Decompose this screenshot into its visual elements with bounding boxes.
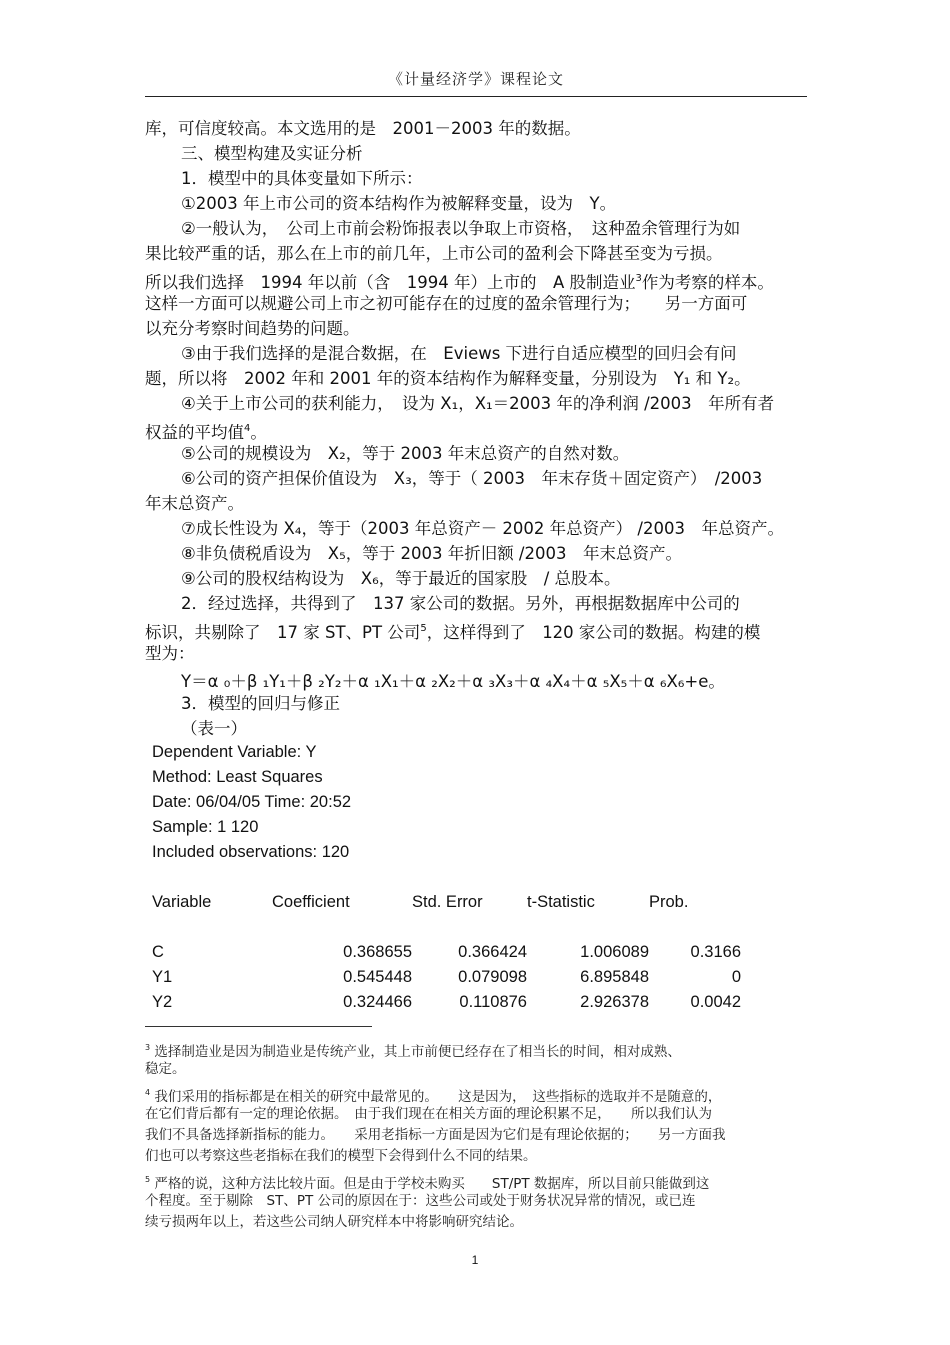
footnote-number: 3 <box>145 1043 151 1052</box>
table-cell: 0.324466 <box>343 993 412 1011</box>
footnote-ref[interactable]: 3 <box>635 273 642 284</box>
table-spacer <box>152 915 741 940</box>
table-cell: Y1 <box>152 968 173 986</box>
footnote-text: 我们采用的指标都是在相关的研究中最常见的。 这是因为， 这些指标的选取并不是随意的， <box>154 1089 722 1105</box>
paragraph-line: 题，所以将 2002 年和 2001 年的资本结构作为解释变量，分别设为 Y₁ 和 Y₂。 <box>145 369 751 388</box>
column-header: Coefficient <box>272 893 350 911</box>
footnote-text: 选择制造业是因为制造业是传统产业，其上市前便已经存在了相当长的时间，相对成熟、 <box>154 1044 681 1060</box>
table-row <box>152 940 741 965</box>
footnote-text: 个程度。至于剔除 ST、PT 公司的原因在于：这些公司或处于财务状况异常的情况，或已连 <box>145 1193 696 1209</box>
paragraph-line: 以充分考察时间趋势的问题。 <box>145 319 360 338</box>
table-cell: 0.3166 <box>690 943 741 961</box>
footnote-text: 们也可以考察这些老指标在我们的模型下会得到什么不同的结果。 <box>145 1148 537 1164</box>
table-cell: 0.110876 <box>459 993 527 1011</box>
eviews-date: Date: 06/04/05 Time: 20:52 <box>152 793 352 811</box>
footnote-ref[interactable]: 4 <box>244 423 251 434</box>
table-cell: 2.926378 <box>580 993 649 1011</box>
footnote-number: 5 <box>145 1175 151 1184</box>
text-span: 作为考察的样本。 <box>641 273 774 292</box>
page-number: 1 <box>471 1253 479 1267</box>
model-equation: Y＝α ₀＋β ₁Y₁＋β ₂Y₂＋α ₁X₁＋α ₂X₂＋α ₃X₃＋α ₄X₄＋α ₅X₅＋α ₆X₆+e。 <box>181 672 725 691</box>
subsection-heading: 3．模型的回归与修正 <box>181 694 340 713</box>
footnote-ref[interactable]: 5 <box>420 623 427 634</box>
text-span: 权益的平均值 <box>145 423 244 442</box>
variable-definition: ⑤公司的规模设为 X₂，等于 2003 年末总资产的自然对数。 <box>181 444 630 463</box>
table-row <box>152 990 741 1015</box>
table-cell: 0.545448 <box>343 968 412 986</box>
eviews-observations: Included observations: 120 <box>152 843 350 861</box>
paragraph-line: 型为： <box>145 644 195 663</box>
table-header-row <box>152 890 741 915</box>
section-heading: 三、模型构建及实证分析 <box>181 144 363 163</box>
text-span: 所以我们选择 1994 年以前（含 1994 年）上市的 A 股制造业 <box>145 273 636 292</box>
footnote-text: 在它们背后都有一定的理论依据。 由于我们现在在相关方面的理论积累不足， 所以我们认为 <box>145 1106 712 1122</box>
footnote-3 <box>145 1037 681 1063</box>
paragraph-line: 库，可信度较高。本文选用的是 2001－2003 年的数据。 <box>145 119 581 138</box>
paragraph-line: 果比较严重的话，那么在上市的前几年，上市公司的盈利会下降甚至变为亏损。 <box>145 244 723 263</box>
running-header: 《计量经济学》课程论文 <box>387 70 564 88</box>
variable-definition: ⑨公司的股权结构设为 X₆，等于最近的国家股 / 总股本。 <box>181 569 621 588</box>
variable-definition: ⑧非负债税盾设为 X₅，等于 2003 年折旧额 /2003 年末总资产。 <box>181 544 682 563</box>
text-span: ，这样得到了 120 家公司的数据。构建的模 <box>426 623 761 642</box>
variable-definition: ②一般认为， 公司上市前会粉饰报表以争取上市资格， 这种盈余管理行为如 <box>181 219 741 238</box>
column-header: Variable <box>152 893 212 911</box>
footnote-text: 我们不具备选择新指标的能力。 采用老指标一方面是因为它们是有理论依据的； 另一方面我 <box>145 1127 726 1143</box>
text-span: 。 <box>250 423 267 442</box>
variable-definition: ①2003 年上市公司的资本结构作为被解释变量，设为 Y。 <box>181 194 617 213</box>
eviews-dependent-variable: Dependent Variable: Y <box>152 743 317 761</box>
table-cell: 0.0042 <box>690 993 741 1011</box>
header-rule <box>145 96 807 97</box>
table-cell: 0.079098 <box>458 968 527 986</box>
table-caption: （表一） <box>181 719 247 738</box>
paragraph-line <box>145 268 774 294</box>
paragraph-line <box>145 418 267 444</box>
footnote-text: 稳定。 <box>145 1061 186 1077</box>
text-span: 标识，共剔除了 17 家 ST、PT 公司 <box>145 623 421 642</box>
column-header: Prob. <box>649 893 689 911</box>
eviews-sample: Sample: 1 120 <box>152 818 259 836</box>
footnote-text: 续亏损两年以上，若这些公司纳人研究样本中将影响研究结论。 <box>145 1214 523 1230</box>
paragraph-line: 年末总资产。 <box>145 494 244 513</box>
variable-definition: ⑥公司的资产担保价值设为 X₃，等于（ 2003 年末存货＋固定资产） /2003 <box>181 469 763 488</box>
table-cell: 0 <box>731 968 741 986</box>
footnote-text: 严格的说，这种方法比较片面。但是由于学校未购买 ST/PT 数据库，所以目前只能做到这 <box>154 1176 710 1192</box>
column-header: Std. Error <box>412 893 483 911</box>
table-cell: Y2 <box>152 993 173 1011</box>
table-cell: 0.368655 <box>343 943 412 961</box>
paragraph-line: 这样一方面可以规避公司上市之初可能存在的过度的盈余管理行为； 另一方面可 <box>145 294 748 313</box>
footnote-number: 4 <box>145 1088 151 1097</box>
table-cell: 6.895848 <box>580 968 649 986</box>
variable-definition: ④关于上市公司的获利能力， 设为 X₁，X₁＝2003 年的净利润 /2003 年所有者 <box>181 394 775 413</box>
table-cell: 0.366424 <box>458 943 527 961</box>
variable-definition: ⑦成长性设为 X₄，等于（2003 年总资产－ 2002 年总资产） /2003 年总资产。 <box>181 519 784 538</box>
footnote-rule <box>145 1026 372 1027</box>
table-row <box>152 965 741 990</box>
variable-definition: ③由于我们选择的是混合数据，在 Eviews 下进行自适应模型的回归会有问 <box>181 344 737 363</box>
column-header: t-Statistic <box>527 893 595 911</box>
regression-table <box>152 890 741 1015</box>
paragraph-line <box>145 618 760 644</box>
table-cell: C <box>152 943 164 961</box>
table-cell: 1.006089 <box>580 943 649 961</box>
subsection-heading: 2．经过选择，共得到了 137 家公司的数据。另外，再根据数据库中公司的 <box>181 594 740 613</box>
subsection-heading: 1．模型中的具体变量如下所示： <box>181 169 423 188</box>
eviews-method: Method: Least Squares <box>152 768 323 786</box>
